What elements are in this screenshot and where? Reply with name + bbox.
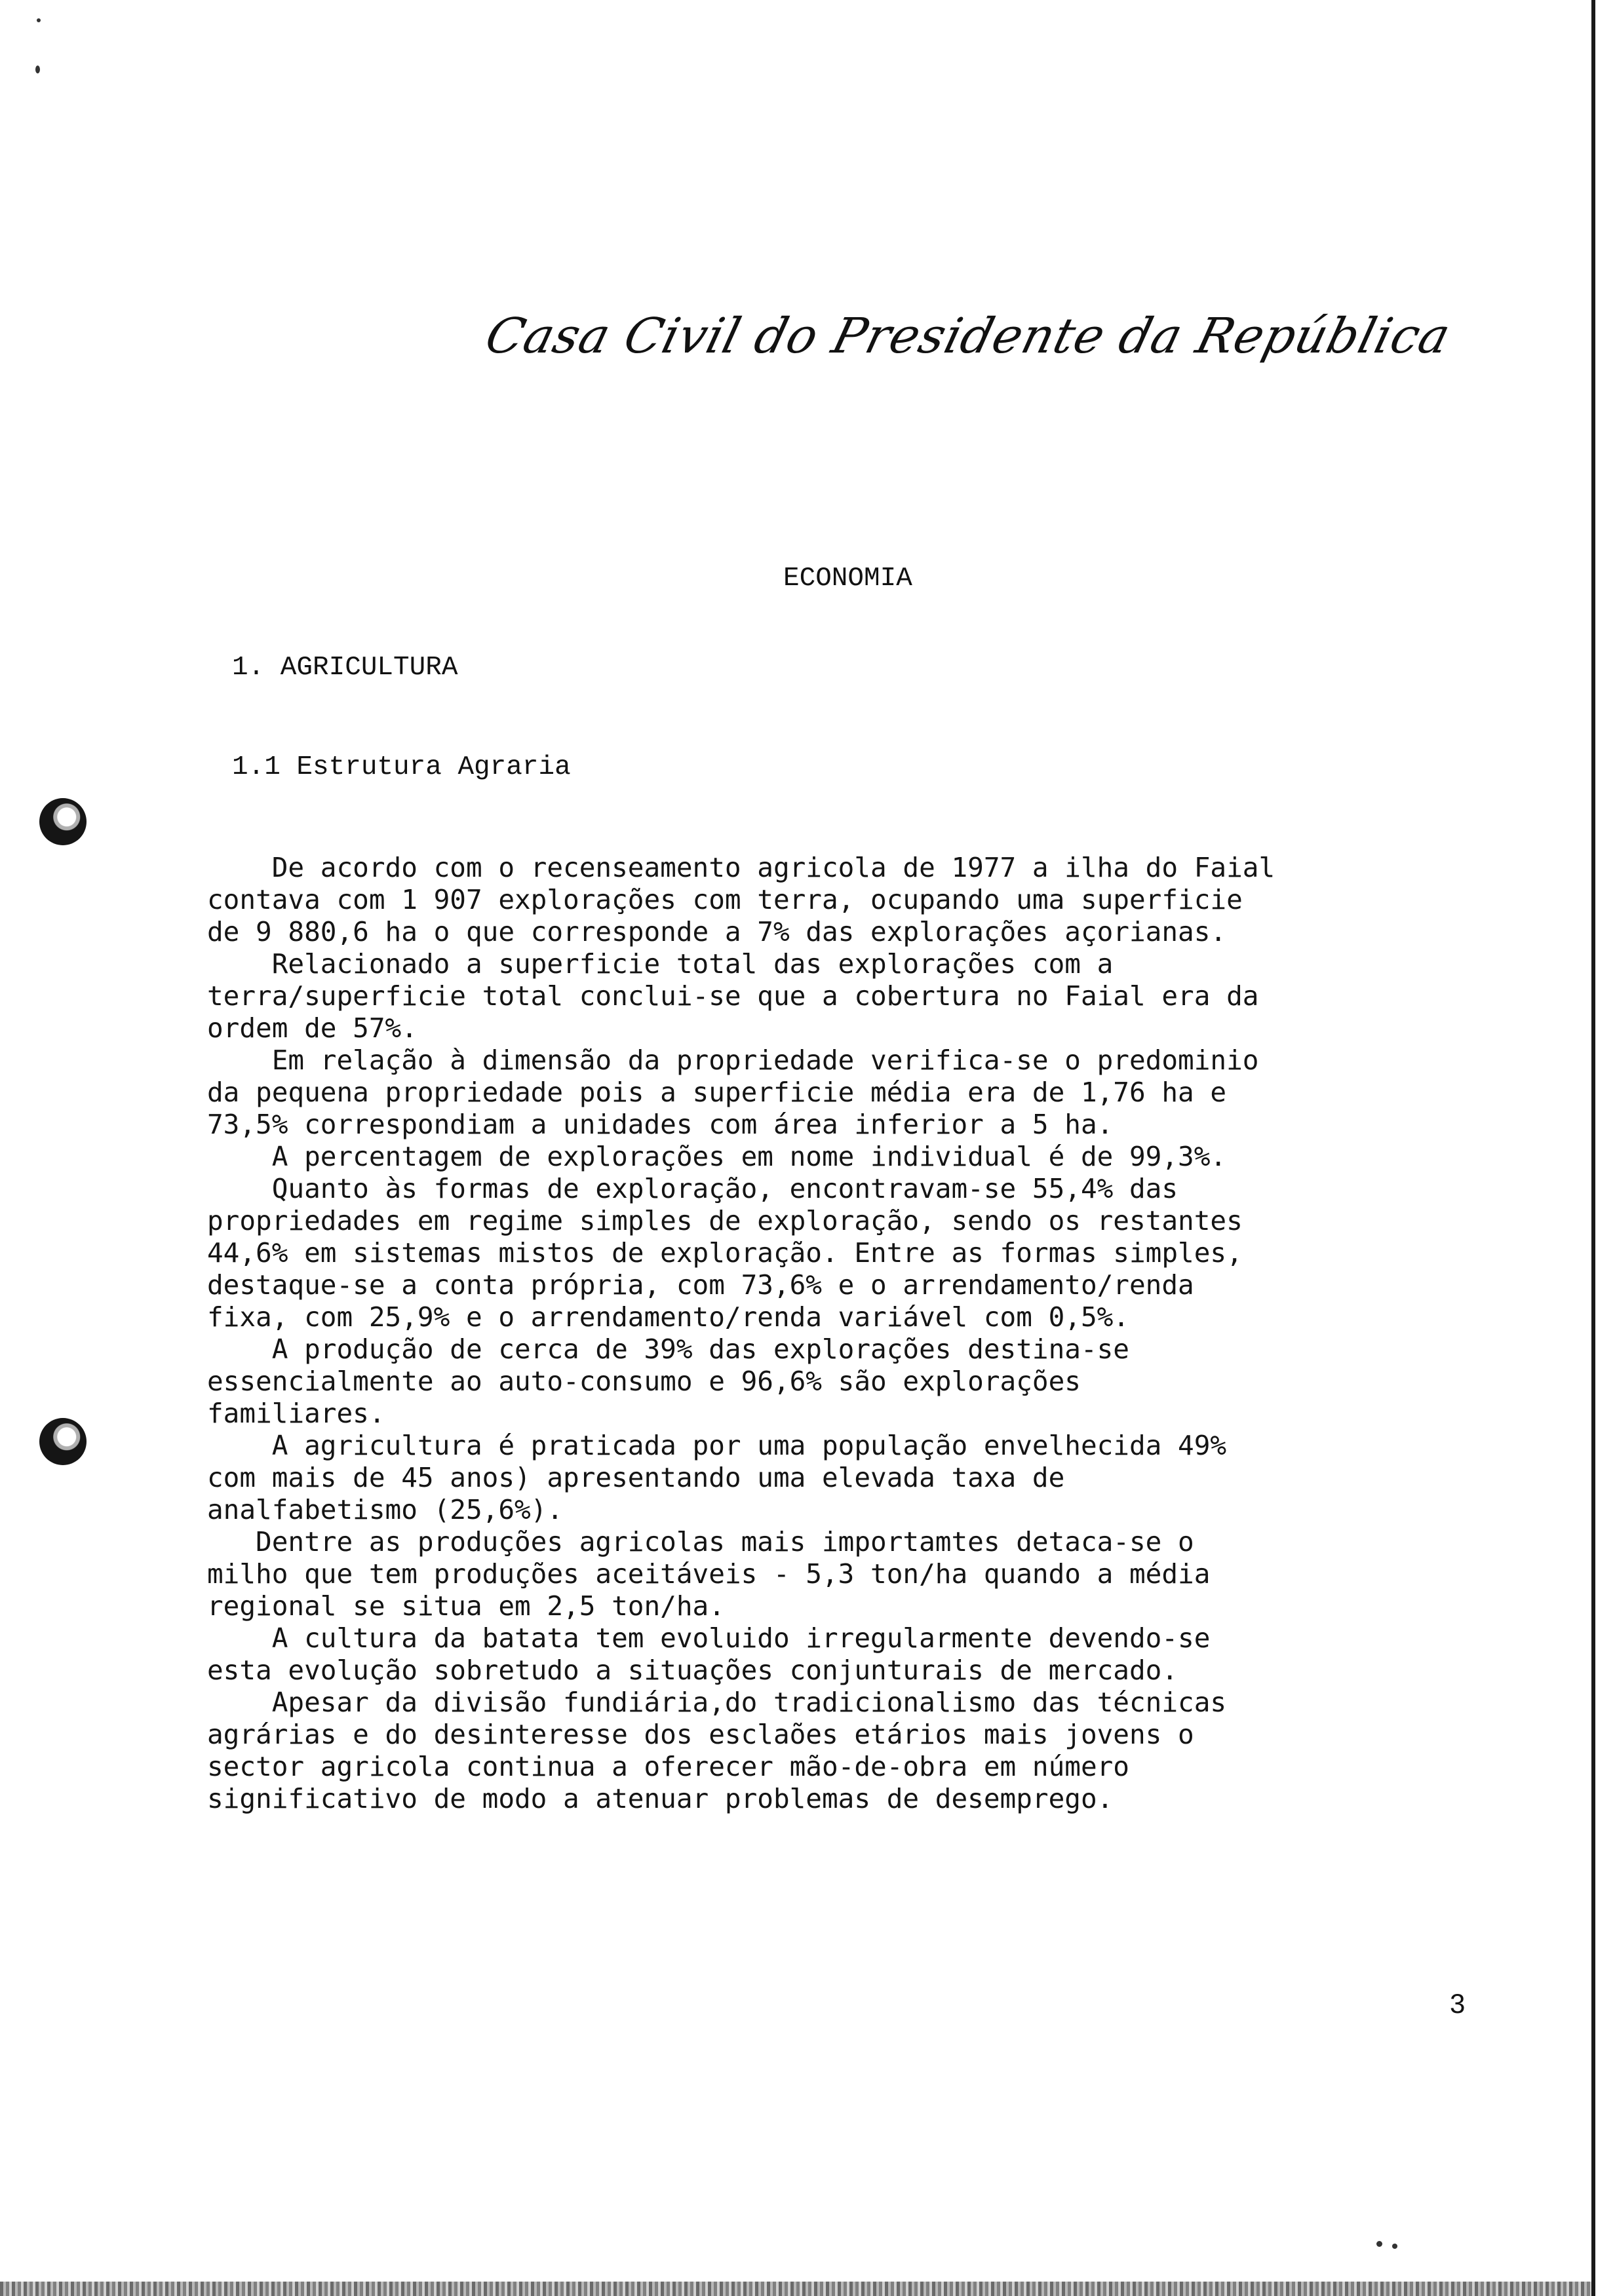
scan-speck bbox=[1392, 2244, 1397, 2249]
text-line: A percentagem de explorações em nome individual é de 99,3%. bbox=[207, 1141, 1227, 1172]
section-heading: 1. AGRICULTURA bbox=[232, 653, 458, 683]
text-line: Apesar da divisão fundiária,do tradicionalismo das técnicas bbox=[207, 1687, 1227, 1718]
text-line: Dentre as produções agricolas mais importamtes detaca-se o bbox=[207, 1526, 1194, 1558]
punch-hole-top bbox=[39, 798, 87, 845]
text-line: contava com 1 907 explorações com terra, ocupando uma superficie bbox=[207, 884, 1243, 915]
scan-speck bbox=[1376, 2241, 1382, 2247]
text-line: com mais de 45 anos) apresentando uma elevada taxa de bbox=[207, 1462, 1065, 1493]
punch-hole-bottom bbox=[39, 1418, 87, 1465]
text-line: agrárias e do desinteresse dos esclaões etários mais jovens o bbox=[207, 1719, 1194, 1750]
text-line: De acordo com o recenseamento agricola de 1977 a ilha do Faial bbox=[207, 852, 1275, 883]
text-line: regional se situa em 2,5 ton/ha. bbox=[207, 1590, 725, 1622]
text-line: Relacionado a superficie total das explorações com a bbox=[207, 948, 1114, 980]
letterhead: Casa Civil do Presidente da República bbox=[480, 308, 1456, 364]
scan-speck bbox=[37, 18, 41, 22]
text-line: da pequena propriedade pois a superficie média era de 1,76 ha e bbox=[207, 1077, 1227, 1108]
body-text bbox=[207, 852, 1518, 1815]
text-line: significativo de modo a atenuar problemas de desemprego. bbox=[207, 1783, 1114, 1814]
text-line: fixa, com 25,9% e o arrendamento/renda variável com 0,5%. bbox=[207, 1301, 1129, 1333]
text-line: A agricultura é praticada por uma população envelhecida 49% bbox=[207, 1430, 1227, 1461]
text-line: propriedades em regime simples de exploração, sendo os restantes bbox=[207, 1205, 1243, 1236]
text-line: 44,6% em sistemas mistos de exploração. Entre as formas simples, bbox=[207, 1237, 1243, 1269]
page-edge-shadow bbox=[1591, 0, 1595, 2296]
scan-noise-strip bbox=[0, 2282, 1591, 2296]
text-line: terra/superficie total conclui-se que a cobertura no Faial era da bbox=[207, 980, 1259, 1012]
text-line: essencialmente ao auto-consumo e 96,6% são explorações bbox=[207, 1366, 1081, 1397]
text-line: analfabetismo (25,6%). bbox=[207, 1494, 564, 1525]
text-line: familiares. bbox=[207, 1398, 385, 1429]
scan-speck bbox=[35, 66, 40, 73]
text-line: de 9 880,6 ha o que corresponde a 7% das explorações açorianas. bbox=[207, 916, 1227, 947]
text-line: Em relação à dimensão da propriedade verifica-se o predominio bbox=[207, 1044, 1259, 1076]
page-number: 3 bbox=[1450, 1988, 1466, 2019]
subsection-heading: 1.1 Estrutura Agraria bbox=[232, 752, 571, 782]
text-line: destaque-se a conta própria, com 73,6% e o arrendamento/renda bbox=[207, 1269, 1194, 1301]
text-line: A cultura da batata tem evoluido irregularmente devendo-se bbox=[207, 1622, 1211, 1654]
text-line: 73,5% correspondiam a unidades com área inferior a 5 ha. bbox=[207, 1109, 1114, 1140]
text-line: A produção de cerca de 39% das explorações destina-se bbox=[207, 1333, 1129, 1365]
text-line: sector agricola continua a oferecer mão-de-obra em número bbox=[207, 1751, 1129, 1782]
text-line: esta evolução sobretudo a situações conjunturais de mercado. bbox=[207, 1655, 1178, 1686]
page-title: ECONOMIA bbox=[783, 564, 912, 594]
text-line: milho que tem produções aceitáveis - 5,3 ton/ha quando a média bbox=[207, 1558, 1211, 1590]
text-line: ordem de 57%. bbox=[207, 1012, 418, 1044]
text-line: Quanto às formas de exploração, encontravam-se 55,4% das bbox=[207, 1173, 1178, 1204]
